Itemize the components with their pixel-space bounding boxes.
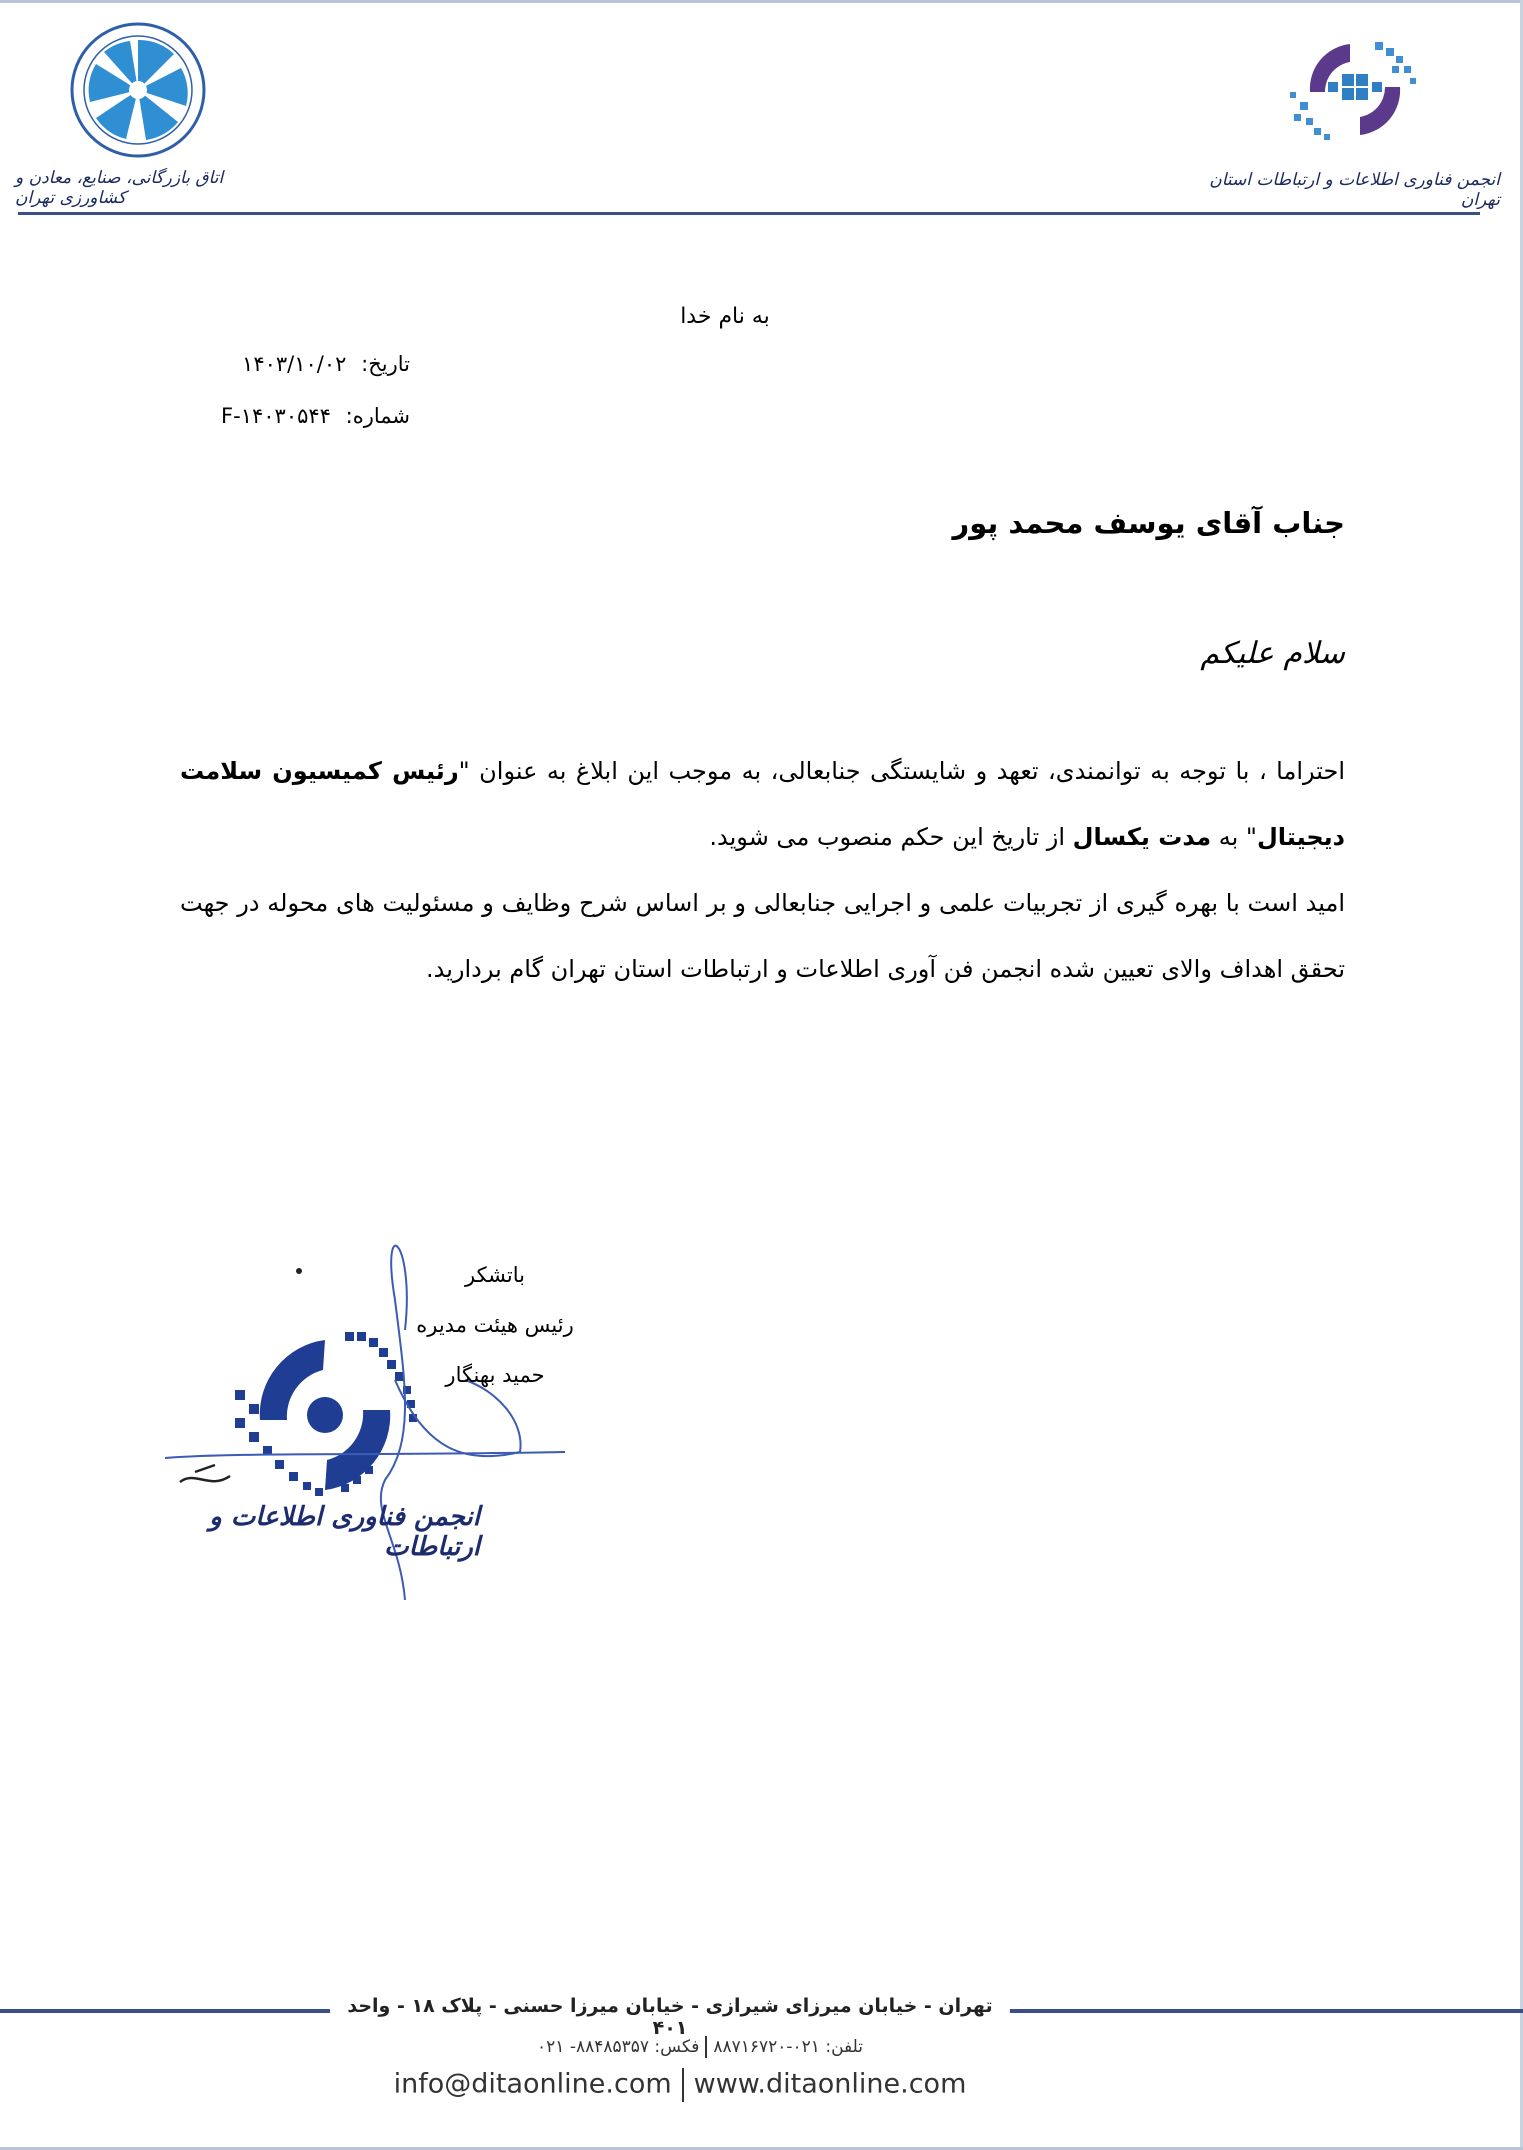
footer-email[interactable]: info@ditaonline.com [393,2068,672,2100]
date-value: ۱۴۰۳/۱۰/۰۲ [242,352,347,376]
recipient: جناب آقای یوسف محمد پور [952,506,1345,540]
position-title: رئیس کمیسیون سلامت دیجیتال [180,757,1345,851]
ict-association-logo [1280,22,1430,157]
stamp-caption: انجمن فناوری اطلاعات و ارتباطات [209,1502,480,1562]
footer-separator [682,2068,684,2102]
footer-contact-numbers [420,2036,980,2058]
number-row [150,404,410,428]
footer-website[interactable]: www.ditaonline.com [693,2068,967,2100]
number-value: F-۱۴۰۳۰۵۴۴ [221,404,331,428]
tehran-chamber-logo [66,18,211,163]
letter-body [180,738,1345,1002]
ict-association-caption: انجمن فناوری اطلاعات و ارتباطات استان تهران [1209,170,1500,210]
footer-separator [705,2036,707,2058]
date-label: تاریخ: [361,352,410,376]
signature-block [400,1250,590,1400]
page-top-border [0,0,1523,3]
ink-dot [296,1268,302,1274]
footer-phone: تلفن: ۰۲۱-۸۸۷۱۶۷۲۰ [713,2037,863,2057]
footer-rule-left [0,2009,330,2013]
thanks-line: باتشکر [464,1263,525,1287]
term-duration: مدت یکسال [1072,823,1212,851]
footer-web-contacts [360,2068,1000,2102]
paragraph-hope: امید است با بهره گیری از تجربیات علمی و اجرایی جنابعالی و بر اساس شرح وظایف و مسئولیت های محوله در جهت تحقق اهداف والای تعیین شده انجمن فن آوری اطلاعات و ارتباطات استان تهران گام بردارید. [180,889,1345,983]
footer-rule-right [1010,2009,1523,2013]
greeting: سلام علیکم [1200,636,1345,671]
paragraph-appointment: احتراما ، با توجه به توانمندی، تعهد و شایستگی جنابعالی، به موجب این ابلاغ به عنوان "رئیس کمیسیون سلامت دیجیتال" به مدت یکسال از تاریخ این حکم منصوب می شوید. [180,757,1345,851]
footer-address: تهران - خیابان میرزای شیرازی - خیابان میرزا حسنی - پلاک ۱۸ - واحد ۴۰۱ [347,1995,993,2039]
tehran-chamber-caption: اتاق بازرگانی، صنایع، معادن و کشاورزی تهران [15,168,224,208]
bismillah: به نام خدا [680,304,770,329]
date-row [150,352,410,376]
signer-name: حمید بهنگار [445,1363,545,1387]
header-rule [18,212,1480,215]
footer-fax: فکس: ۸۸۴۸۵۳۵۷- ۰۲۱ [537,2037,700,2057]
signer-title: رئیس هیئت مدیره [416,1313,574,1337]
number-label: شماره: [345,404,410,428]
